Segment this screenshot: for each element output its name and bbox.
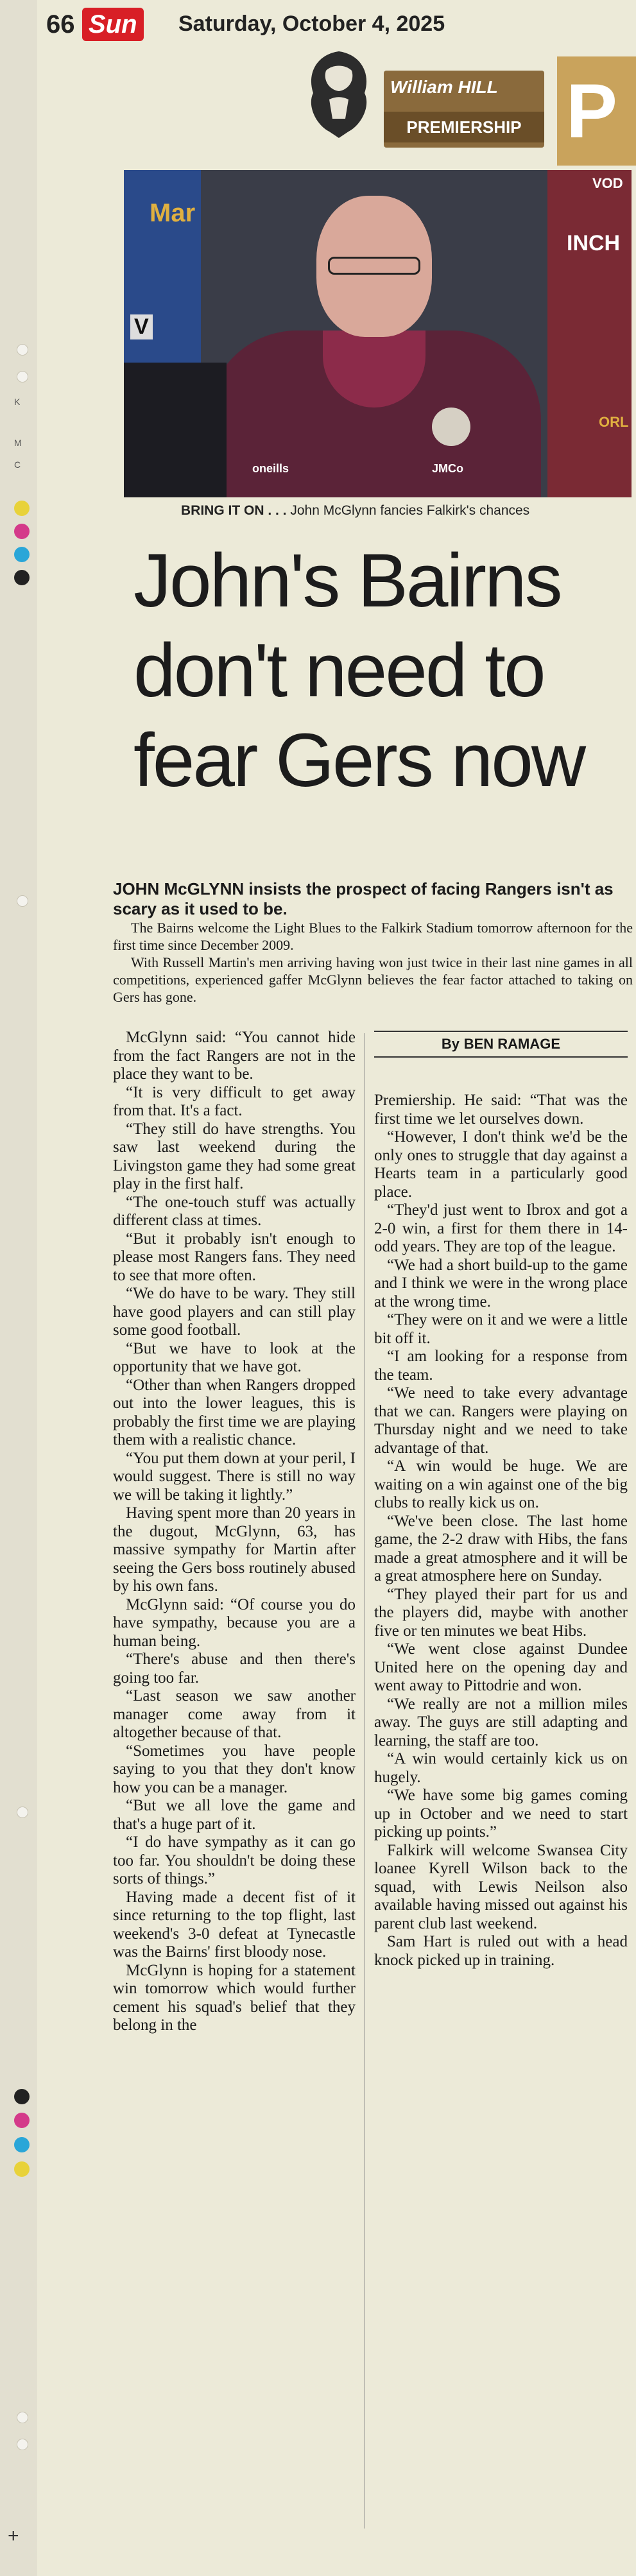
registration-mark-cyan — [14, 547, 30, 562]
paragraph: “It is very difficult to get away from that. It's a fact. — [113, 1083, 356, 1119]
paragraph: “They played their part for us and the players did, maybe with another five or ten minutes we beat Hibs. — [374, 1585, 628, 1640]
byline-prefix: By — [441, 1036, 460, 1052]
glasses — [328, 257, 420, 275]
registration-mark-yellow — [14, 2161, 30, 2177]
registration-mark-black — [14, 2089, 30, 2104]
sponsor-board-text: V — [130, 314, 153, 339]
sponsor-board-text: VOD — [592, 175, 623, 191]
standfirst: JOHN McGLYNN insists the prospect of facing Rangers isn't as scary as it used to be. — [113, 879, 614, 918]
shirt-brand-text: oneills — [252, 462, 289, 475]
main-photo — [124, 170, 632, 497]
paragraph: “You put them down at your peril, I would suggest. There is still no way we will be taking it lightly.” — [113, 1449, 356, 1504]
registration-mark-magenta — [14, 524, 30, 539]
paragraph: “They were on it and we were a little bit off it. — [374, 1311, 628, 1347]
page-number: 66 — [46, 10, 75, 39]
paragraph: “They still do have strengths. You saw last weekend during the Livingston game they had some great play in the first half. — [113, 1120, 356, 1192]
margin-letter-m: M — [14, 438, 22, 448]
margin-letter-k: K — [14, 397, 21, 407]
lion-crest-icon — [300, 45, 377, 141]
registration-mark-magenta — [14, 2113, 30, 2128]
registration-mark-black — [14, 570, 30, 585]
paragraph: “They'd just went to Ibrox and got a 2-0 win, a first for them there in 14-odd years. They are top of the league. — [374, 1201, 628, 1255]
club-badge — [432, 408, 470, 446]
paragraph: “We need to take every advantage that we can. Rangers were playing on Thursday night and we need to take advantage of that. — [374, 1384, 628, 1457]
paragraph: “A win would be huge. We are waiting on a win against one of the big clubs to really kick us on. — [374, 1457, 628, 1511]
paragraph: The Bairns welcome the Light Blues to the Falkirk Stadium tomorrow afternoon for the first time since December 2009. — [113, 920, 633, 953]
byline-name: BEN RAMAGE — [463, 1036, 561, 1052]
paragraph: “We've been close. The last home game, the 2-2 draw with Hibs, the fans made a great atmosphere and it will be a great atmosphere here on Sunday. — [374, 1512, 628, 1584]
paragraph: With Russell Martin's men arriving having won just twice in their last nine games in all competitions, experienced gaffer McGlynn believes the fear factor attached to taking on Gers has gone. — [113, 954, 633, 1005]
sponsor-board-text: Mar — [150, 199, 196, 227]
sponsor-name: William HILL — [390, 77, 498, 97]
punch-hole — [17, 1807, 28, 1818]
sponsor-board-text: INCH — [567, 231, 621, 255]
paragraph: “We do have to be wary. They still have good players and can still play some good football. — [113, 1285, 356, 1339]
paragraph: Premiership. He said: “That was the first time we let ourselves down. — [374, 1092, 628, 1128]
paragraph: “The one-touch stuff was actually different class at times. — [113, 1193, 356, 1229]
punch-hole — [17, 895, 28, 907]
article-column-right — [374, 1092, 628, 1970]
paragraph: “But we all love the game and that's a huge part of it. — [113, 1797, 356, 1833]
paragraph: Sam Hart is ruled out with a head knock picked up in training. — [374, 1933, 628, 1969]
registration-mark-yellow — [14, 501, 30, 516]
paper-logo: Sun — [82, 8, 144, 41]
paragraph: Having made a decent fist of it since returning to the top flight, last weekend's 3-0 defeat at Tynecastle was the Bairns' first bloody nose. — [113, 1888, 356, 1961]
microphones — [124, 363, 227, 497]
newspaper-page — [37, 0, 636, 2576]
headline — [133, 536, 634, 805]
punch-hole — [17, 344, 28, 356]
paragraph: “Sometimes you have people saying to you that they don't know how you can be a manager. — [113, 1742, 356, 1796]
crop-mark: + — [8, 2525, 19, 2546]
punch-hole — [17, 2412, 28, 2423]
paragraph: “There's abuse and then there's going too far. — [113, 1651, 356, 1687]
margin-letter-c: C — [14, 459, 21, 470]
shirt-brand-text: JMCo — [432, 462, 463, 475]
paragraph: “Other than when Rangers dropped out into the lower leagues, this is probably the first time we are playing them with a realistic chance. — [113, 1376, 356, 1448]
paragraph: “But we have to look at the opportunity that we have got. — [113, 1339, 356, 1375]
registration-mark-cyan — [14, 2137, 30, 2152]
section-edge-letter: P — [557, 56, 636, 166]
headline-line: John's Bairns — [133, 538, 561, 623]
paragraph: “We went close against Dundee United here on the opening day and went away to Pittodrie and won. — [374, 1640, 628, 1694]
page-header — [37, 0, 636, 168]
paragraph: “I do have sympathy as it can go too far. You shouldn't be doing these sorts of things.” — [113, 1833, 356, 1887]
paragraph: Having spent more than 20 years in the dugout, McGlynn, 63, has massive sympathy for Martin after seeing the Gers boss routinely abused by his own fans. — [113, 1504, 356, 1595]
intro-text — [113, 919, 633, 1006]
sponsor-banner — [384, 71, 544, 148]
paragraph: “I am looking for a response from the team. — [374, 1348, 628, 1384]
issue-date: Saturday, October 4, 2025 — [178, 12, 445, 36]
caption-text: John McGlynn fancies Falkirk's chances — [290, 503, 530, 518]
paragraph: “We have some big games coming up in October and we need to start picking up points.” — [374, 1787, 628, 1841]
paragraph: McGlynn said: “Of course you do have sympathy, because you are a human being. — [113, 1595, 356, 1650]
caption-lead: BRING IT ON . . . — [181, 503, 287, 518]
paragraph: Falkirk will welcome Swansea City loanee Kyrell Wilson back to the squad, with Lewis Neilson also available having missed out against his parent club last weekend. — [374, 1841, 628, 1932]
paragraph: “However, I don't think we'd be the only ones to struggle that day against a Hearts team in a particularly good place. — [374, 1128, 628, 1201]
page-margin — [0, 0, 37, 2576]
paragraph: “We really are not a million miles away. The guys are still adapting and learning, the staff are too. — [374, 1695, 628, 1749]
byline — [374, 1031, 628, 1058]
paragraph: “We had a short build-up to the game and I think we were in the wrong place at the wrong time. — [374, 1256, 628, 1310]
paragraph: McGlynn is hoping for a statement win tomorrow which would further cement his squad's belief that they belong in the — [113, 1961, 356, 2034]
paragraph: “But it probably isn't enough to please most Rangers fans. They need to see that more often. — [113, 1230, 356, 1284]
photo-caption — [181, 503, 529, 519]
punch-hole — [17, 2439, 28, 2450]
punch-hole — [17, 371, 28, 382]
paragraph: “Last season we saw another manager come away from it altogether because of that. — [113, 1687, 356, 1741]
article-column-left — [113, 1029, 356, 2035]
paragraph: McGlynn said: “You cannot hide from the fact Rangers are not in the place they want to be. — [113, 1029, 356, 1083]
headline-line: don't need to — [133, 628, 544, 713]
competition-name: PREMIERSHIP — [384, 112, 544, 142]
paragraph: “A win would certainly kick us on hugely. — [374, 1750, 628, 1786]
sponsor-board-text: ORL — [599, 414, 629, 430]
sponsor-board — [547, 170, 632, 497]
headline-line: fear Gers now — [133, 718, 585, 803]
